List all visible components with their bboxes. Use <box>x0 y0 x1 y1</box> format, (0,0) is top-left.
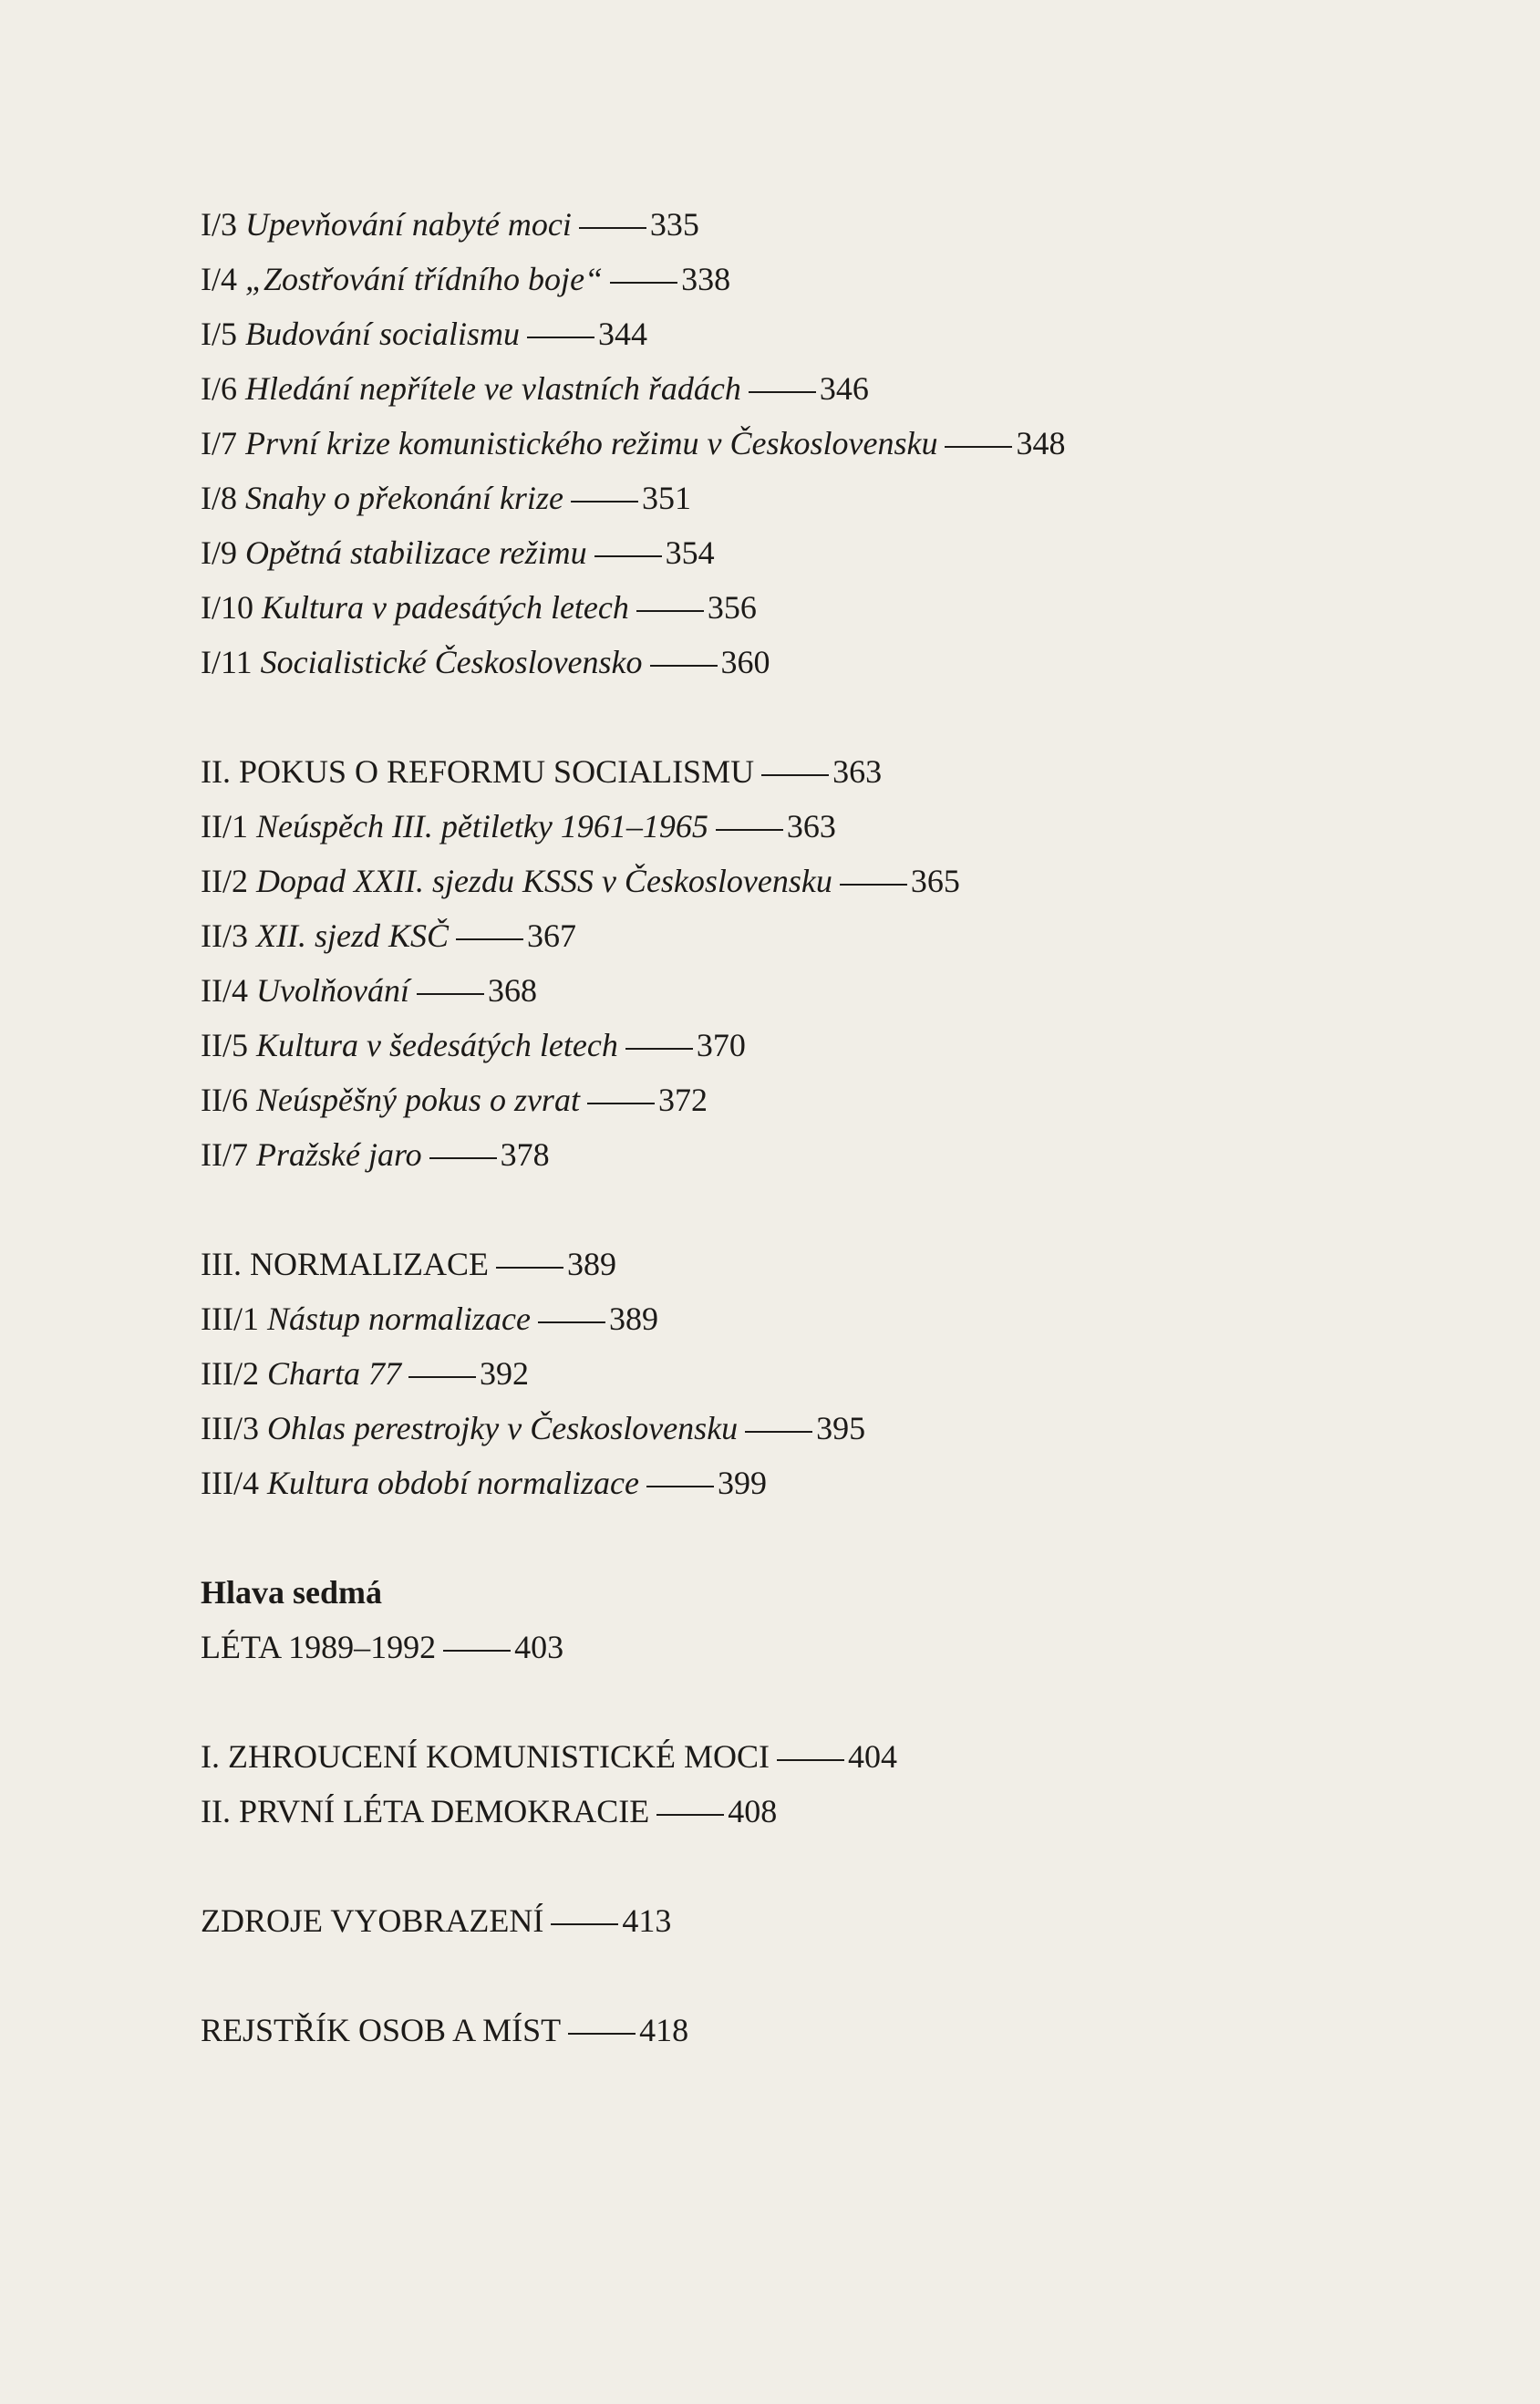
entry-page-number: 344 <box>597 316 647 352</box>
dash-leader <box>417 993 484 995</box>
dash-leader <box>594 555 662 557</box>
dash-leader <box>527 337 594 338</box>
entry-title: ZDROJE VYOBRAZENÍ <box>201 1902 544 1939</box>
entry-title: Kultura období normalizace <box>266 1465 639 1501</box>
dash-leader <box>646 1486 714 1487</box>
dash-leader <box>568 2033 636 2035</box>
entry-page-number: 351 <box>641 480 691 516</box>
entry-number: II/1 <box>201 808 256 845</box>
section-gap <box>201 1948 1386 2003</box>
entry-page-number: 354 <box>665 534 715 571</box>
toc-entry <box>201 2003 1386 2057</box>
entry-title: Socialistické Československo <box>260 644 643 680</box>
toc-entry <box>201 963 1386 1018</box>
entry-title: Kultura v šedesátých letech <box>255 1027 618 1063</box>
entry-title: Uvolňování <box>255 972 409 1009</box>
toc-entry <box>201 1072 1386 1127</box>
dash-leader <box>551 1923 618 1925</box>
entry-page-number: 346 <box>819 370 869 407</box>
entry-title: Nástup normalizace <box>266 1300 531 1337</box>
entry-title: ZHROUCENÍ KOMUNISTICKÉ MOCI <box>228 1738 770 1775</box>
entry-title: NORMALIZACE <box>249 1246 489 1282</box>
entry-page-number: 363 <box>832 753 883 790</box>
toc-entry <box>201 471 1386 525</box>
entry-page-number: 408 <box>728 1793 778 1829</box>
chapter-heading: Hlava sedmá <box>201 1574 383 1611</box>
entry-number: I/11 <box>201 644 261 680</box>
entry-page-number: 378 <box>500 1136 550 1173</box>
section-gap <box>201 689 1386 744</box>
toc-entry <box>201 854 1386 908</box>
entry-number: II/4 <box>201 972 256 1009</box>
dash-leader <box>749 391 816 393</box>
toc-entry <box>201 1893 1386 1948</box>
entry-page-number: 367 <box>526 917 576 954</box>
entry-page-number: 363 <box>786 808 836 845</box>
entry-number: I/6 <box>201 370 245 407</box>
entry-page-number: 370 <box>696 1027 746 1063</box>
toc-entry <box>201 635 1386 689</box>
dash-leader <box>636 610 704 612</box>
dash-leader <box>496 1267 563 1269</box>
entry-title: Budování socialismu <box>245 316 520 352</box>
entry-title: Hledání nepřítele ve vlastních řadách <box>245 370 741 407</box>
entry-title: Opětná stabilizace režimu <box>245 534 587 571</box>
section-gap <box>201 1510 1386 1565</box>
toc-entry <box>201 1401 1386 1456</box>
dash-leader <box>443 1650 511 1652</box>
section-gap <box>201 1674 1386 1729</box>
toc-entry <box>201 306 1386 361</box>
toc-entry <box>201 1456 1386 1510</box>
toc-entry <box>201 361 1386 416</box>
entry-title: LÉTA 1989–1992 <box>201 1629 437 1665</box>
entry-number: II. <box>201 753 239 790</box>
toc-entry <box>201 252 1386 306</box>
dash-leader <box>761 774 829 776</box>
dash-leader <box>408 1376 476 1378</box>
entry-title: Kultura v padesátých letech <box>262 589 629 626</box>
entry-number: I/10 <box>201 589 262 626</box>
entry-page-number: 395 <box>816 1410 866 1446</box>
entry-page-number: 338 <box>681 261 731 297</box>
entry-number: II/7 <box>201 1136 256 1173</box>
entry-page-number: 335 <box>649 206 699 243</box>
entry-title: První krize komunistického režimu v Československu <box>245 425 938 461</box>
dash-leader <box>429 1157 497 1159</box>
dash-leader <box>625 1048 693 1050</box>
toc-entry <box>201 1346 1386 1401</box>
entry-page-number: 356 <box>707 589 757 626</box>
entry-number: I/9 <box>201 534 245 571</box>
dash-leader <box>610 282 677 284</box>
dash-leader <box>745 1431 812 1433</box>
toc-entry <box>201 799 1386 854</box>
dash-leader <box>656 1814 724 1816</box>
entry-page-number: 360 <box>720 644 770 680</box>
toc-entry <box>201 1291 1386 1346</box>
entry-number: I/5 <box>201 316 245 352</box>
dash-leader <box>945 446 1012 448</box>
toc-entry <box>201 197 1386 252</box>
dash-leader <box>538 1321 605 1323</box>
entry-number: II/6 <box>201 1082 256 1118</box>
entry-number: III/2 <box>201 1355 267 1392</box>
entry-number: III/1 <box>201 1300 267 1337</box>
toc-entry <box>201 1127 1386 1182</box>
entry-page-number: 399 <box>717 1465 767 1501</box>
entry-title: Ohlas perestrojky v Československu <box>266 1410 739 1446</box>
entry-number: II/2 <box>201 863 256 899</box>
entry-page-number: 392 <box>480 1355 529 1392</box>
dash-leader <box>777 1759 844 1761</box>
entry-title: „Zostřování třídního boje“ <box>245 261 604 297</box>
entry-title: Upevňování nabyté moci <box>245 206 572 243</box>
dash-leader <box>650 665 718 667</box>
entry-page-number: 403 <box>514 1629 564 1665</box>
toc-entry <box>201 580 1386 635</box>
entry-title: POKUS O REFORMU SOCIALISMU <box>238 753 755 790</box>
toc-entry <box>201 744 1386 799</box>
dash-leader <box>716 829 783 831</box>
entry-number: I. <box>201 1738 228 1775</box>
toc-entry <box>201 525 1386 580</box>
entry-page-number: 418 <box>639 2012 689 2048</box>
entry-title: Neúspěch III. pětiletky 1961–1965 <box>255 808 708 845</box>
entry-page-number: 372 <box>657 1082 708 1118</box>
entry-number: II. <box>201 1793 239 1829</box>
table-of-contents <box>201 197 1386 2057</box>
entry-page-number: 404 <box>847 1738 897 1775</box>
entry-number: I/8 <box>201 480 245 516</box>
toc-entry <box>201 1018 1386 1072</box>
entry-page-number: 413 <box>622 1902 672 1939</box>
dash-leader <box>587 1103 655 1104</box>
entry-page-number: 368 <box>487 972 537 1009</box>
entry-title: REJSTŘÍK OSOB A MÍST <box>201 2012 562 2048</box>
entry-number: III/3 <box>201 1410 267 1446</box>
entry-number: III/4 <box>201 1465 267 1501</box>
entry-page-number: 389 <box>608 1300 658 1337</box>
entry-title: Pražské jaro <box>255 1136 422 1173</box>
entry-page-number: 389 <box>566 1246 616 1282</box>
dash-leader <box>456 938 523 940</box>
entry-page-number: 348 <box>1016 425 1066 461</box>
toc-entry <box>201 908 1386 963</box>
entry-number: II/5 <box>201 1027 256 1063</box>
toc-entry <box>201 1237 1386 1291</box>
entry-title: Snahy o překonání krize <box>245 480 563 516</box>
entry-number: I/7 <box>201 425 245 461</box>
entry-title: XII. sjezd KSČ <box>255 917 449 954</box>
entry-number: II/3 <box>201 917 256 954</box>
entry-title: Dopad XXII. sjezdu KSSS v Československu <box>255 863 832 899</box>
toc-entry <box>201 1620 1386 1674</box>
section-gap <box>201 1182 1386 1237</box>
dash-leader <box>840 884 907 886</box>
entry-title: Neúspěšný pokus o zvrat <box>255 1082 580 1118</box>
toc-entry <box>201 1784 1386 1839</box>
toc-entry <box>201 1729 1386 1784</box>
toc-entry <box>201 416 1386 471</box>
entry-number: I/4 <box>201 261 245 297</box>
entry-page-number: 365 <box>910 863 960 899</box>
dash-leader <box>579 227 646 229</box>
entry-number: III. <box>201 1246 250 1282</box>
entry-number: I/3 <box>201 206 245 243</box>
entry-title: Charta 77 <box>266 1355 401 1392</box>
entry-title: PRVNÍ LÉTA DEMOKRACIE <box>238 1793 650 1829</box>
dash-leader <box>571 501 638 503</box>
section-gap <box>201 1839 1386 1893</box>
